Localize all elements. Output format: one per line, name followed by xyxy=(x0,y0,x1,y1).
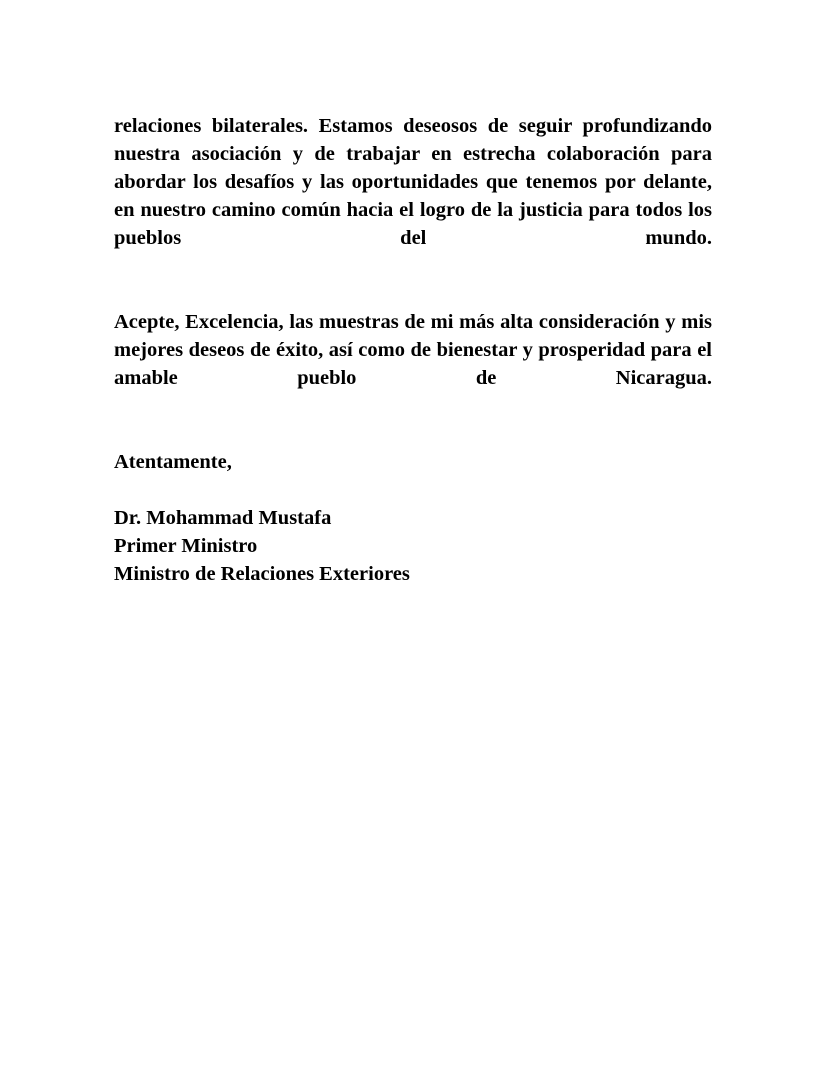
signatory-title-primary: Primer Ministro xyxy=(114,535,258,557)
body-paragraph-2: Acepte, Excelencia, las muestras de mi más alta consideración y mis mejores deseos de éxito, así como de bienestar y prosperidad para el amable pueblo de Nicaragua. xyxy=(114,311,712,389)
document-body xyxy=(114,112,712,588)
signatory-name: Dr. Mohammad Mustafa xyxy=(114,507,332,529)
body-paragraph-1: relaciones bilaterales. Estamos deseosos de seguir profundizando nuestra asociación y de trabajar en estrecha colaboración para abordar los desafíos y las oportunidades que tenemos por delante, en nuestro camino común hacia el logro de la justicia para todos los pueblos del mundo. xyxy=(114,115,712,249)
closing-salutation: Atentamente, xyxy=(114,451,232,473)
signatory-title-secondary: Ministro de Relaciones Exteriores xyxy=(114,563,410,585)
signature-block xyxy=(114,504,712,588)
